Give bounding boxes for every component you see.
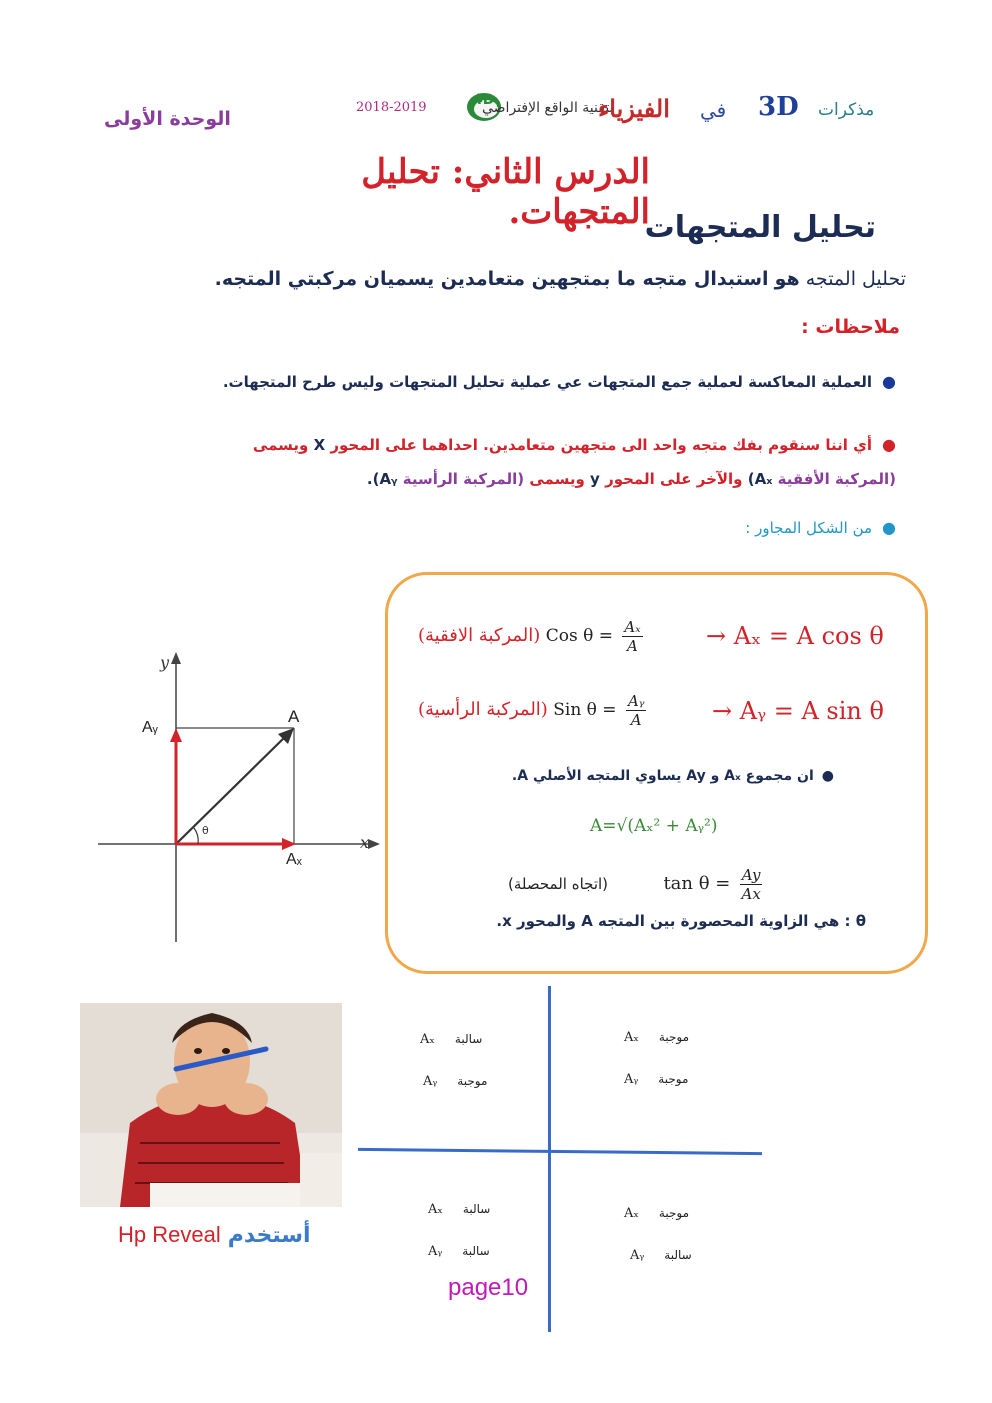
bullet-icon: ● (882, 518, 896, 537)
q2-ay-sign: موجبة (457, 1074, 488, 1088)
q1-ay-sign: موجبة (658, 1072, 689, 1086)
note-1-text: العملية المعاكسة لعملية جمع المتجهات عي عملية تحليل المتجهات وليس طرح المتجهات. (222, 373, 873, 391)
app-name: Hp Reveal (118, 1222, 221, 1247)
q4-ay-sign: سالبة (664, 1248, 692, 1262)
sin-formula (418, 692, 650, 729)
notes-word: مذكرات (818, 100, 875, 120)
bullet-icon: ● (882, 435, 896, 454)
note-2-ay: Aᵧ). (366, 470, 398, 488)
q1-ax (624, 1030, 703, 1045)
q4-ay (630, 1248, 706, 1263)
tech-label: بتقنية الواقع الإفتراضي (482, 100, 614, 116)
ax-label: Aₓ (286, 851, 302, 868)
lesson-title: الدرس الثاني: تحليل المتجهات. (361, 152, 650, 232)
three-d-logo: 3D (758, 92, 799, 122)
ay-arrowhead (170, 728, 182, 742)
definition (190, 268, 906, 290)
definition-body: استبدال متجه ما بمتجهين متعامدين يسميان مركبتي المتجه. (214, 268, 769, 290)
vector-a-label: A (288, 707, 300, 726)
cos-formula (418, 618, 647, 655)
section-title: تحليل المتجهات (644, 210, 876, 245)
sum-note-text: ان مجموع Aₓ و Ay يساوي المتجه الأصلي A. (511, 768, 814, 784)
note-2-mid: والآخر على المحور (605, 470, 743, 488)
ay-label: Aᵧ (142, 719, 158, 736)
sin-fraction (626, 692, 646, 729)
note-bullet-1 (136, 372, 896, 391)
vector-a-line (176, 734, 288, 844)
q4-ax-sign: موجبة (658, 1206, 690, 1220)
unit-label: الوحدة الأولى (104, 108, 231, 130)
y-axis-arrow (171, 652, 181, 664)
quadrant-vertical-line (548, 986, 551, 1332)
note-3-text: من الشكل المجاور : (745, 519, 873, 537)
q3-ax-symbol: Aₓ (428, 1202, 443, 1217)
quadrant-horizontal-line (358, 1148, 762, 1155)
theta-arc (194, 828, 198, 844)
subject-label: الفيزياء (598, 94, 670, 123)
note-bullet-2 (96, 428, 896, 496)
magnitude-formula: A=√(Aₓ² + Aᵧ²) (590, 816, 718, 836)
q1-ax-symbol: Aₓ (624, 1030, 639, 1045)
page-number: page10 (448, 1274, 529, 1301)
q3-ay-symbol: Aᵧ (428, 1244, 443, 1259)
tan-denominator: Ax (741, 885, 761, 903)
sum-note (414, 768, 834, 784)
q4-ax-symbol: Aₓ (624, 1206, 639, 1221)
q2-ax (420, 1032, 496, 1047)
sin-result: → Aᵧ = A sin θ (712, 697, 884, 725)
note-2-ax: Aₓ) (747, 470, 773, 488)
q4-ay-symbol: Aᵧ (630, 1248, 645, 1263)
tan-numerator: Ay (741, 866, 761, 884)
logo-4d-text: 4D (473, 92, 495, 108)
note-2-comp2: (المركبة الرأسية (402, 470, 525, 488)
note-2-y: y (590, 470, 600, 488)
vector-components-figure (98, 620, 383, 942)
q2-ay (423, 1074, 501, 1089)
note-2-line1a: أي اننا سنقوم بفك متجه واحد الى متجهين متعامدين. احداهما على المحور (330, 436, 873, 454)
q2-ay-symbol: Aᵧ (423, 1074, 438, 1089)
cos-denominator: A (627, 637, 638, 655)
notes-heading: ملاحظات : (801, 316, 900, 338)
bullet-icon: ● (821, 768, 834, 784)
note-bullet-3 (496, 518, 896, 537)
definition-is: هو (774, 268, 800, 290)
theta-label: θ (202, 824, 209, 837)
app-use-label: أستخدم (227, 1223, 311, 1248)
sin-numerator: Aᵧ (627, 692, 645, 710)
sin-denominator: A (630, 711, 642, 729)
cos-result: → Aₓ = A cos θ (706, 622, 884, 650)
note-2-line1b: ويسمى (252, 436, 309, 454)
q3-ay (428, 1244, 504, 1259)
sin-component-label: (المركبة الرأسية) (418, 699, 548, 720)
cos-numerator: Aₓ (624, 618, 641, 636)
definition-term: تحليل المتجه (805, 268, 906, 290)
q1-ax-sign: موجبة (658, 1030, 690, 1044)
cos-component-label: (المركبة الافقية) (418, 625, 541, 646)
app-label (118, 1222, 311, 1248)
x-axis-arrow (368, 839, 380, 849)
note-2-x-axis: X (313, 436, 326, 454)
cos-fraction (622, 618, 642, 655)
student-photo (80, 1003, 342, 1207)
q4-ax (624, 1206, 703, 1221)
q1-ay (624, 1072, 702, 1087)
note-2-comp1: (المركبة الأفقية (777, 470, 896, 488)
theta-note: θ : هي الزاوية المحصورة بين المتجه A والمحور x. (496, 912, 866, 930)
cos-function: Cos θ = (545, 626, 613, 646)
q3-ax-sign: سالبة (462, 1202, 491, 1216)
note-2-mid2: ويسمى (529, 470, 585, 488)
sin-function: Sin θ = (553, 700, 617, 720)
tan-function: tan θ = (663, 873, 731, 894)
x-axis-label: x (360, 833, 370, 852)
y-axis-label: y (160, 653, 170, 672)
in-label: في (700, 98, 727, 122)
q1-ay-symbol: Aᵧ (624, 1072, 639, 1087)
year-label: 2018-2019 (356, 100, 427, 115)
q2-ax-symbol: Aₓ (420, 1032, 435, 1047)
q3-ax (428, 1202, 504, 1217)
tan-label: (اتجاه المحصلة) (508, 875, 609, 893)
tan-fraction (740, 866, 763, 903)
q3-ay-sign: سالبة (462, 1244, 490, 1258)
q2-ax-sign: سالبة (454, 1032, 483, 1046)
tan-formula (508, 866, 766, 903)
bullet-icon: ● (882, 372, 896, 391)
